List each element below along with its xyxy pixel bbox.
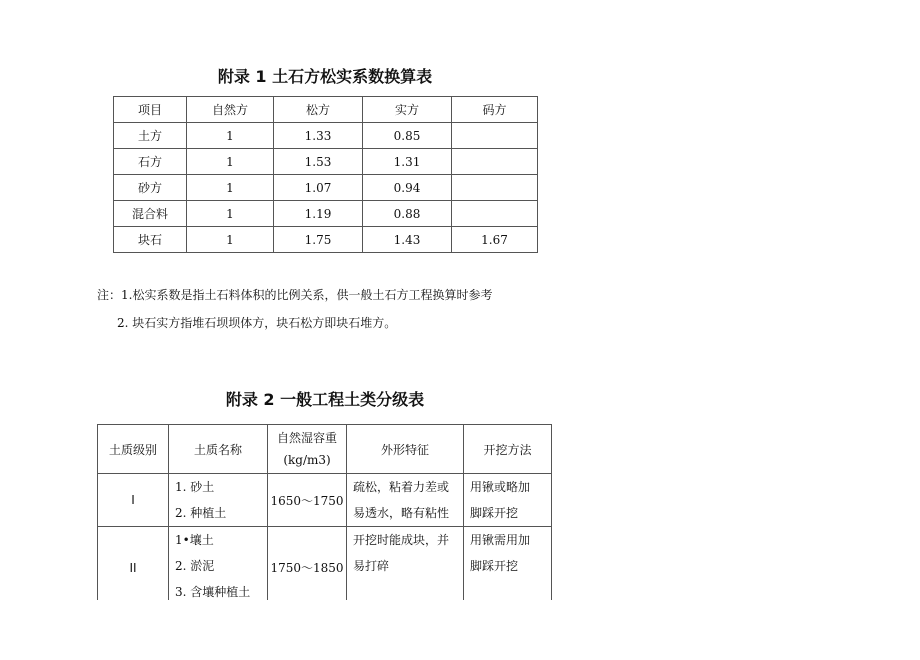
grade-cell: II <box>98 527 169 609</box>
table-cell <box>452 123 538 149</box>
table-cell: 0.88 <box>363 201 452 227</box>
feature-line: 易打碎 <box>353 559 390 573</box>
soil-name: 3. 含壤种植土 <box>175 585 251 599</box>
table-cell: 砂方 <box>114 175 187 201</box>
table-row <box>98 527 552 609</box>
soil-class-table <box>97 424 552 609</box>
table-cell: 1.67 <box>452 227 538 253</box>
header-cell: 松方 <box>274 97 363 123</box>
table-cell: 1.31 <box>363 149 452 175</box>
table-cell: 1.33 <box>274 123 363 149</box>
table-cell: 1 <box>187 201 274 227</box>
table-row <box>114 175 538 201</box>
method-line: 脚踩开挖 <box>470 559 519 573</box>
header-density-line2: (kg/m3) <box>283 453 331 467</box>
table-cell <box>452 175 538 201</box>
method-cell <box>464 474 552 527</box>
table-cell: 1 <box>187 149 274 175</box>
header-cell: 土质名称 <box>169 425 268 474</box>
feature-line: 易透水，略有粘性 <box>353 506 450 520</box>
table-cell: 石方 <box>114 149 187 175</box>
table-cell: 0.94 <box>363 175 452 201</box>
soil-name-cell <box>169 527 268 609</box>
table-cell: 混合料 <box>114 201 187 227</box>
header-cell: 土质级别 <box>98 425 169 474</box>
header-cell-density <box>268 425 347 474</box>
table-cell: 0.85 <box>363 123 452 149</box>
header-cell: 开挖方法 <box>464 425 552 474</box>
table-cell <box>452 201 538 227</box>
method-line: 用锹需用加 <box>470 533 531 547</box>
soil-name-cell <box>169 474 268 527</box>
table-cell: 1.07 <box>274 175 363 201</box>
note-line-2: 2. 块石实方指堆石坝坝体方，块石松方即块石堆方。 <box>117 316 397 330</box>
table-row <box>114 201 538 227</box>
table-cell: 1.19 <box>274 201 363 227</box>
density-cell: 1750～1850 <box>268 527 347 609</box>
grade-cell: I <box>98 474 169 527</box>
table-row <box>114 123 538 149</box>
table-cell: 土方 <box>114 123 187 149</box>
table-cell: 1 <box>187 123 274 149</box>
appendix2-title: 附录 2 一般工程土类分级表 <box>225 390 425 409</box>
header-cell: 项目 <box>114 97 187 123</box>
soil-name: 1. 砂土 <box>175 480 215 494</box>
table-row <box>114 149 538 175</box>
table-header-row <box>98 425 552 474</box>
table-row <box>114 227 538 253</box>
header-cell: 码方 <box>452 97 538 123</box>
table-header-row <box>114 97 538 123</box>
method-line: 脚踩开挖 <box>470 506 519 520</box>
soil-conversion-table <box>113 96 538 253</box>
header-cell: 实方 <box>363 97 452 123</box>
table-cell: 1 <box>187 175 274 201</box>
table-cell <box>452 149 538 175</box>
method-line: 用锹或略加 <box>470 480 531 494</box>
table-cell: 1 <box>187 227 274 253</box>
density-cell: 1650～1750 <box>268 474 347 527</box>
page-bottom-mask <box>97 600 557 660</box>
header-cell: 外形特征 <box>347 425 464 474</box>
table-cell: 1.43 <box>363 227 452 253</box>
soil-name: 2. 淤泥 <box>175 559 215 573</box>
header-cell: 自然方 <box>187 97 274 123</box>
table-cell: 1.75 <box>274 227 363 253</box>
method-cell <box>464 527 552 609</box>
soil-name: 1•壤土 <box>175 533 214 547</box>
soil-name: 2. 种植土 <box>175 506 227 520</box>
appendix1-title: 附录 1 土石方松实系数换算表 <box>217 67 433 86</box>
feature-cell <box>347 527 464 609</box>
feature-line: 疏松，粘着力差或 <box>353 480 450 494</box>
table-cell: 块石 <box>114 227 187 253</box>
header-density-line1: 自然湿容重 <box>276 431 337 445</box>
feature-line: 开挖时能成块，并 <box>353 533 450 547</box>
table-cell: 1.53 <box>274 149 363 175</box>
note-line-1: 注：1.松实系数是指土石料体积的比例关系，供一般土石方工程换算时参考 <box>97 288 493 302</box>
feature-cell <box>347 474 464 527</box>
table-row <box>98 474 552 527</box>
